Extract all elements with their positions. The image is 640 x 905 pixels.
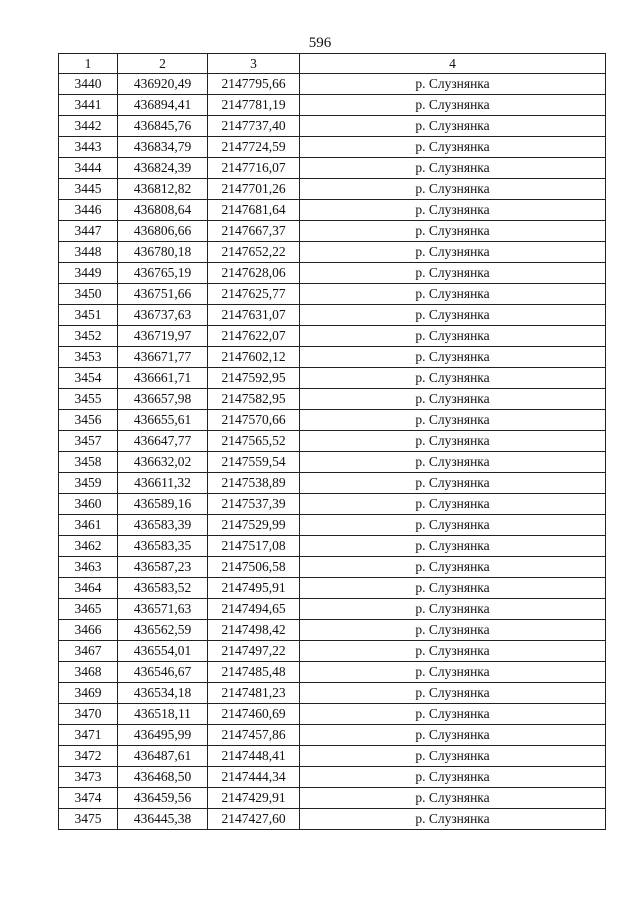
point-number-cell: 3444 — [59, 158, 118, 179]
table-row — [59, 431, 606, 452]
y-coordinate-cell: 2147631,07 — [208, 305, 300, 326]
y-coordinate-cell: 2147457,86 — [208, 725, 300, 746]
table-row — [59, 410, 606, 431]
description-cell: р. Слузнянка — [300, 179, 606, 200]
description-cell: р. Слузнянка — [300, 494, 606, 515]
description-cell: р. Слузнянка — [300, 242, 606, 263]
table-row — [59, 515, 606, 536]
point-number-cell: 3446 — [59, 200, 118, 221]
y-coordinate-cell: 2147592,95 — [208, 368, 300, 389]
description-cell: р. Слузнянка — [300, 431, 606, 452]
x-coordinate-cell: 436765,19 — [118, 263, 208, 284]
y-coordinate-cell: 2147448,41 — [208, 746, 300, 767]
table-row — [59, 641, 606, 662]
x-coordinate-cell: 436737,63 — [118, 305, 208, 326]
description-cell: р. Слузнянка — [300, 662, 606, 683]
y-coordinate-cell: 2147602,12 — [208, 347, 300, 368]
header-row — [59, 54, 606, 74]
description-cell: р. Слузнянка — [300, 704, 606, 725]
x-coordinate-cell: 436571,63 — [118, 599, 208, 620]
y-coordinate-cell: 2147495,91 — [208, 578, 300, 599]
y-coordinate-cell: 2147737,40 — [208, 116, 300, 137]
description-cell: р. Слузнянка — [300, 137, 606, 158]
table-row — [59, 368, 606, 389]
point-number-cell: 3465 — [59, 599, 118, 620]
point-number-cell: 3449 — [59, 263, 118, 284]
point-number-cell: 3457 — [59, 431, 118, 452]
point-number-cell: 3450 — [59, 284, 118, 305]
description-cell: р. Слузнянка — [300, 221, 606, 242]
x-coordinate-cell: 436554,01 — [118, 641, 208, 662]
table-row — [59, 179, 606, 200]
x-coordinate-cell: 436611,32 — [118, 473, 208, 494]
x-coordinate-cell: 436808,64 — [118, 200, 208, 221]
table-row — [59, 326, 606, 347]
x-coordinate-cell: 436834,79 — [118, 137, 208, 158]
point-number-cell: 3467 — [59, 641, 118, 662]
x-coordinate-cell: 436719,97 — [118, 326, 208, 347]
point-number-cell: 3459 — [59, 473, 118, 494]
point-number-cell: 3474 — [59, 788, 118, 809]
table-row — [59, 158, 606, 179]
x-coordinate-cell: 436583,39 — [118, 515, 208, 536]
table-row — [59, 599, 606, 620]
point-number-cell: 3440 — [59, 74, 118, 95]
point-number-cell: 3447 — [59, 221, 118, 242]
x-coordinate-cell: 436671,77 — [118, 347, 208, 368]
description-cell: р. Слузнянка — [300, 74, 606, 95]
point-number-cell: 3455 — [59, 389, 118, 410]
column-header-4: 4 — [300, 54, 606, 74]
x-coordinate-cell: 436495,99 — [118, 725, 208, 746]
y-coordinate-cell: 2147481,23 — [208, 683, 300, 704]
table-row — [59, 473, 606, 494]
point-number-cell: 3471 — [59, 725, 118, 746]
x-coordinate-cell: 436657,98 — [118, 389, 208, 410]
table-row — [59, 242, 606, 263]
x-coordinate-cell: 436780,18 — [118, 242, 208, 263]
table-row — [59, 746, 606, 767]
x-coordinate-cell: 436812,82 — [118, 179, 208, 200]
table-row — [59, 620, 606, 641]
y-coordinate-cell: 2147427,60 — [208, 809, 300, 830]
point-number-cell: 3448 — [59, 242, 118, 263]
point-number-cell: 3463 — [59, 557, 118, 578]
x-coordinate-cell: 436824,39 — [118, 158, 208, 179]
x-coordinate-cell: 436562,59 — [118, 620, 208, 641]
y-coordinate-cell: 2147565,52 — [208, 431, 300, 452]
y-coordinate-cell: 2147652,22 — [208, 242, 300, 263]
table-row — [59, 704, 606, 725]
table-row — [59, 221, 606, 242]
page-number: 596 — [308, 35, 332, 51]
description-cell: р. Слузнянка — [300, 452, 606, 473]
x-coordinate-cell: 436445,38 — [118, 809, 208, 830]
table-row — [59, 494, 606, 515]
x-coordinate-cell: 436894,41 — [118, 95, 208, 116]
x-coordinate-cell: 436806,66 — [118, 221, 208, 242]
table-row — [59, 809, 606, 830]
description-cell: р. Слузнянка — [300, 557, 606, 578]
y-coordinate-cell: 2147622,07 — [208, 326, 300, 347]
description-cell: р. Слузнянка — [300, 116, 606, 137]
table-row — [59, 683, 606, 704]
description-cell: р. Слузнянка — [300, 284, 606, 305]
table-row — [59, 662, 606, 683]
table-row — [59, 557, 606, 578]
y-coordinate-cell: 2147498,42 — [208, 620, 300, 641]
description-cell: р. Слузнянка — [300, 263, 606, 284]
y-coordinate-cell: 2147582,95 — [208, 389, 300, 410]
y-coordinate-cell: 2147460,69 — [208, 704, 300, 725]
point-number-cell: 3472 — [59, 746, 118, 767]
point-number-cell: 3464 — [59, 578, 118, 599]
y-coordinate-cell: 2147681,64 — [208, 200, 300, 221]
y-coordinate-cell: 2147781,19 — [208, 95, 300, 116]
y-coordinate-cell: 2147570,66 — [208, 410, 300, 431]
description-cell: р. Слузнянка — [300, 347, 606, 368]
description-cell: р. Слузнянка — [300, 158, 606, 179]
x-coordinate-cell: 436920,49 — [118, 74, 208, 95]
coordinates-table — [58, 53, 606, 830]
point-number-cell: 3443 — [59, 137, 118, 158]
y-coordinate-cell: 2147494,65 — [208, 599, 300, 620]
table-row — [59, 95, 606, 116]
table-row — [59, 452, 606, 473]
description-cell: р. Слузнянка — [300, 515, 606, 536]
point-number-cell: 3451 — [59, 305, 118, 326]
table-row — [59, 284, 606, 305]
description-cell: р. Слузнянка — [300, 788, 606, 809]
x-coordinate-cell: 436632,02 — [118, 452, 208, 473]
description-cell: р. Слузнянка — [300, 326, 606, 347]
table-row — [59, 767, 606, 788]
point-number-cell: 3468 — [59, 662, 118, 683]
x-coordinate-cell: 436751,66 — [118, 284, 208, 305]
point-number-cell: 3460 — [59, 494, 118, 515]
description-cell: р. Слузнянка — [300, 410, 606, 431]
point-number-cell: 3453 — [59, 347, 118, 368]
x-coordinate-cell: 436487,61 — [118, 746, 208, 767]
y-coordinate-cell: 2147529,99 — [208, 515, 300, 536]
table-row — [59, 788, 606, 809]
y-coordinate-cell: 2147667,37 — [208, 221, 300, 242]
y-coordinate-cell: 2147724,59 — [208, 137, 300, 158]
point-number-cell: 3442 — [59, 116, 118, 137]
y-coordinate-cell: 2147537,39 — [208, 494, 300, 515]
point-number-cell: 3454 — [59, 368, 118, 389]
table-row — [59, 74, 606, 95]
y-coordinate-cell: 2147625,77 — [208, 284, 300, 305]
table-row — [59, 116, 606, 137]
description-cell: р. Слузнянка — [300, 473, 606, 494]
description-cell: р. Слузнянка — [300, 809, 606, 830]
y-coordinate-cell: 2147444,34 — [208, 767, 300, 788]
table-row — [59, 347, 606, 368]
description-cell: р. Слузнянка — [300, 305, 606, 326]
description-cell: р. Слузнянка — [300, 620, 606, 641]
y-coordinate-cell: 2147517,08 — [208, 536, 300, 557]
y-coordinate-cell: 2147628,06 — [208, 263, 300, 284]
description-cell: р. Слузнянка — [300, 389, 606, 410]
column-header-1: 1 — [59, 54, 118, 74]
y-coordinate-cell: 2147506,58 — [208, 557, 300, 578]
table-row — [59, 725, 606, 746]
point-number-cell: 3441 — [59, 95, 118, 116]
table-row — [59, 137, 606, 158]
point-number-cell: 3458 — [59, 452, 118, 473]
x-coordinate-cell: 436459,56 — [118, 788, 208, 809]
x-coordinate-cell: 436647,77 — [118, 431, 208, 452]
description-cell: р. Слузнянка — [300, 599, 606, 620]
y-coordinate-cell: 2147795,66 — [208, 74, 300, 95]
x-coordinate-cell: 436661,71 — [118, 368, 208, 389]
x-coordinate-cell: 436587,23 — [118, 557, 208, 578]
point-number-cell: 3456 — [59, 410, 118, 431]
point-number-cell: 3473 — [59, 767, 118, 788]
description-cell: р. Слузнянка — [300, 641, 606, 662]
description-cell: р. Слузнянка — [300, 368, 606, 389]
x-coordinate-cell: 436583,52 — [118, 578, 208, 599]
x-coordinate-cell: 436468,50 — [118, 767, 208, 788]
x-coordinate-cell: 436518,11 — [118, 704, 208, 725]
description-cell: р. Слузнянка — [300, 200, 606, 221]
point-number-cell: 3466 — [59, 620, 118, 641]
y-coordinate-cell: 2147429,91 — [208, 788, 300, 809]
column-header-3: 3 — [208, 54, 300, 74]
y-coordinate-cell: 2147701,26 — [208, 179, 300, 200]
description-cell: р. Слузнянка — [300, 95, 606, 116]
x-coordinate-cell: 436589,16 — [118, 494, 208, 515]
table-row — [59, 389, 606, 410]
x-coordinate-cell: 436546,67 — [118, 662, 208, 683]
x-coordinate-cell: 436534,18 — [118, 683, 208, 704]
description-cell: р. Слузнянка — [300, 725, 606, 746]
table-body — [59, 74, 606, 830]
table-header — [59, 54, 606, 74]
column-header-2: 2 — [118, 54, 208, 74]
table-row — [59, 305, 606, 326]
y-coordinate-cell: 2147538,89 — [208, 473, 300, 494]
point-number-cell: 3475 — [59, 809, 118, 830]
table-row — [59, 536, 606, 557]
point-number-cell: 3469 — [59, 683, 118, 704]
point-number-cell: 3445 — [59, 179, 118, 200]
x-coordinate-cell: 436655,61 — [118, 410, 208, 431]
x-coordinate-cell: 436845,76 — [118, 116, 208, 137]
y-coordinate-cell: 2147497,22 — [208, 641, 300, 662]
y-coordinate-cell: 2147485,48 — [208, 662, 300, 683]
description-cell: р. Слузнянка — [300, 746, 606, 767]
y-coordinate-cell: 2147559,54 — [208, 452, 300, 473]
point-number-cell: 3470 — [59, 704, 118, 725]
description-cell: р. Слузнянка — [300, 578, 606, 599]
x-coordinate-cell: 436583,35 — [118, 536, 208, 557]
point-number-cell: 3461 — [59, 515, 118, 536]
description-cell: р. Слузнянка — [300, 767, 606, 788]
table-row — [59, 578, 606, 599]
table-row — [59, 200, 606, 221]
point-number-cell: 3462 — [59, 536, 118, 557]
table-row — [59, 263, 606, 284]
description-cell: р. Слузнянка — [300, 683, 606, 704]
description-cell: р. Слузнянка — [300, 536, 606, 557]
y-coordinate-cell: 2147716,07 — [208, 158, 300, 179]
point-number-cell: 3452 — [59, 326, 118, 347]
